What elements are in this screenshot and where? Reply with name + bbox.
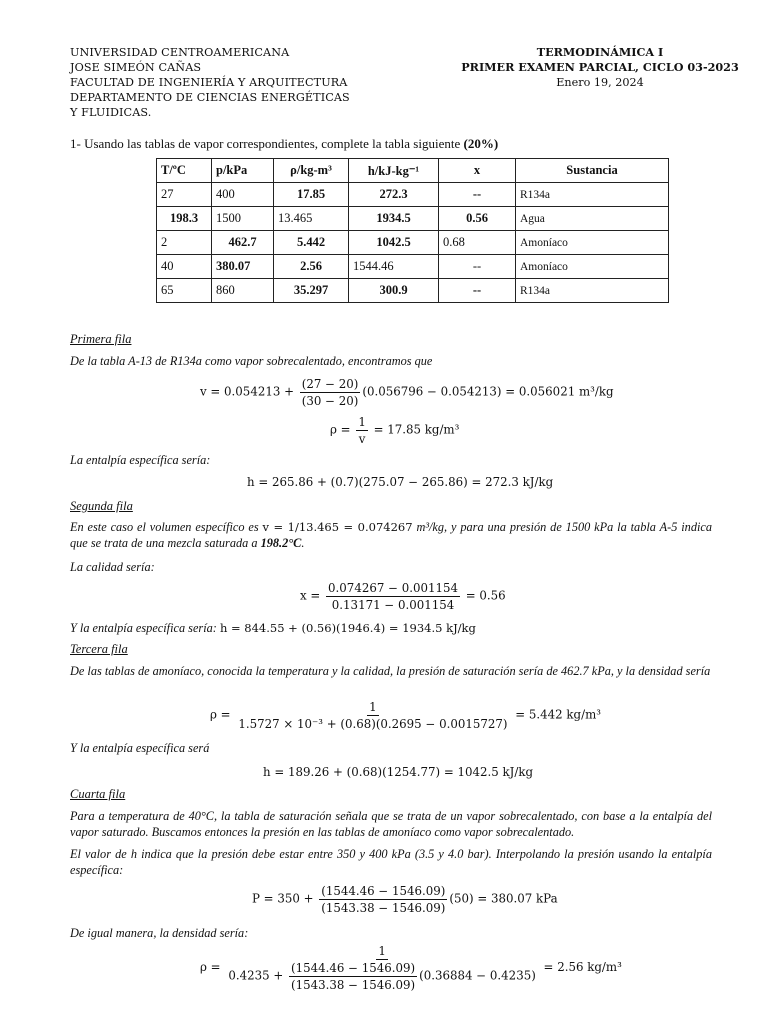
col-header-temperature: T/ºC	[157, 159, 212, 183]
paragraph-text: .	[301, 536, 305, 550]
exam-date: Enero 19, 2024	[556, 76, 644, 89]
col-header-quality: x	[439, 159, 516, 183]
equation-text: = 2.56 kg/m³	[539, 960, 622, 974]
col-header-pressure: p/kPa	[212, 159, 274, 183]
fraction	[319, 884, 447, 915]
exam-title: PRIMER EXAMEN PARCIAL, CICLO 03-2023	[461, 60, 739, 74]
paragraph-text: m³/kg, y para una presión de 1500 kPa la tabla A-5 indica que se trata de una mezcla saturada a	[70, 520, 712, 550]
table-cell: 198.3	[157, 207, 212, 231]
equation-text: (50) = 380.07 kPa	[449, 891, 558, 906]
paragraph-text: Y la entalpía específica sería:	[70, 621, 220, 635]
saturation-temperature: 198.2°C	[260, 536, 302, 550]
col-header-enthalpy: h/kJ-kg⁻¹	[349, 159, 439, 183]
table-row	[157, 255, 669, 279]
section-title-fourth-row: Cuarta fila	[70, 787, 126, 801]
fraction-denominator: (1543.38 − 1546.09)	[291, 978, 416, 992]
section-title-second-row: Segunda fila	[70, 499, 133, 513]
table-cell: 27	[157, 183, 212, 207]
fraction-denominator: 1.5727 × 10⁻³ + (0.68)(0.2695 − 0.0015727)	[238, 717, 508, 731]
table-cell: --	[439, 255, 516, 279]
table-cell: 0.56	[439, 207, 516, 231]
fraction-numerator: 0.074267 − 0.001154	[328, 581, 459, 595]
table-cell: R134a	[516, 279, 669, 303]
table-cell: 13.465	[274, 207, 349, 231]
table-cell: 1544.46	[349, 255, 439, 279]
table-cell: 400	[212, 183, 274, 207]
table-cell: Amoníaco	[516, 255, 669, 279]
fraction-denominator: v	[358, 432, 366, 446]
equation-text: = 17.85 kg/m³	[369, 422, 460, 437]
department-name-line2: Y FLUIDICAS.	[70, 106, 152, 119]
section-title-third-row: Tercera fila	[70, 642, 128, 656]
equation-specific-volume	[200, 377, 614, 408]
course-title: TERMODINÁMICA I	[536, 45, 664, 59]
equation-pressure-interpolation	[252, 884, 558, 915]
table-cell: R134a	[516, 183, 669, 207]
fraction	[356, 415, 368, 446]
table-cell: 65	[157, 279, 212, 303]
table-cell: 300.9	[349, 279, 439, 303]
table-cell: 1500	[212, 207, 274, 231]
table-cell: --	[439, 183, 516, 207]
equation-enthalpy-ammonia: h = 189.26 + (0.68)(1254.77) = 1042.5 kJ/kg	[263, 765, 534, 779]
equation-text: 0.4235 +	[228, 968, 287, 983]
equation-text: (0.056796 − 0.054213) = 0.056021 m³/kg	[362, 384, 614, 399]
table-cell: 860	[212, 279, 274, 303]
paragraph: El valor de h indica que la presión debe estar entre 350 y 400 kPa (3.5 y 4.0 bar). Interpolando la presión usando la entalpía específica:	[70, 847, 712, 877]
col-header-substance: Sustancia	[516, 159, 669, 183]
faculty-name: FACULTAD DE INGENIERÍA Y ARQUITECTURA	[70, 76, 348, 89]
exam-header	[440, 45, 760, 90]
equation-text: = 5.442 kg/m³	[511, 707, 601, 722]
table-cell: 272.3	[349, 183, 439, 207]
equation-text: = 0.56	[462, 588, 506, 603]
table-cell: 40	[157, 255, 212, 279]
table-cell: 5.442	[274, 231, 349, 255]
equation-text: ρ =	[210, 707, 235, 722]
table-cell: Agua	[516, 207, 669, 231]
paragraph: De las tablas de amoníaco, conocida la temperatura y la calidad, la presión de saturación sería de 462.7 kPa, y la densidad sería	[70, 664, 711, 678]
paragraph: De la tabla A-13 de R134a como vapor sobrecalentado, encontramos que	[70, 354, 433, 368]
paragraph: La calidad sería:	[70, 560, 155, 574]
fraction	[236, 700, 509, 731]
section-title-first-row: Primera fila	[70, 332, 132, 346]
fraction-denominator: 0.13171 − 0.001154	[331, 598, 455, 612]
fraction-numerator: (1544.46 − 1546.09)	[291, 961, 416, 975]
question-weight: (20%)	[463, 136, 499, 151]
table-cell: 462.7	[212, 231, 274, 255]
paragraph: La entalpía específica sería:	[70, 453, 211, 467]
table-cell: 35.297	[274, 279, 349, 303]
table-cell: 1934.5	[349, 207, 439, 231]
table-row	[157, 207, 669, 231]
equation-text: P = 350 +	[252, 891, 318, 906]
paragraph: Para a temperatura de 40°C, la tabla de saturación señala que se trata de un vapor sobrecalentado, con base a la entalpía del vapor saturado. Buscamos entonces la presión en las tablas de amoníaco como vapor sobrecalentado.	[70, 809, 712, 839]
paragraph: Y la entalpía específica será	[70, 741, 210, 755]
fraction-numerator: 1	[378, 944, 386, 958]
fraction	[326, 581, 460, 612]
inline-equation: h = 844.55 + (0.56)(1946.4) = 1934.5 kJ/kg	[219, 621, 476, 635]
fraction-numerator: (1544.46 − 1546.09)	[321, 884, 446, 898]
institution-header	[70, 45, 350, 120]
fraction-denominator: (30 − 20)	[301, 394, 359, 408]
table-cell: 1042.5	[349, 231, 439, 255]
inline-equation: v = 1/13.465 = 0.074267	[262, 520, 413, 534]
table-row	[157, 231, 669, 255]
table-cell: 0.68	[439, 231, 516, 255]
fraction-denominator: (1543.38 − 1546.09)	[321, 901, 446, 915]
equation-density	[330, 415, 459, 446]
fraction	[300, 377, 361, 408]
table-cell: 2.56	[274, 255, 349, 279]
equation-enthalpy: h = 265.86 + (0.7)(275.07 − 265.86) = 272.3 kJ/kg	[247, 475, 554, 489]
fraction-numerator: 1	[358, 415, 366, 429]
table-cell: 2	[157, 231, 212, 255]
table-cell: Amoníaco	[516, 231, 669, 255]
properties-table	[156, 158, 669, 303]
equation-density-ammonia	[210, 700, 601, 731]
table-row	[157, 183, 669, 207]
table-cell: 380.07	[212, 255, 274, 279]
equation-text: ρ =	[200, 960, 225, 974]
university-name: UNIVERSIDAD CENTROAMERICANA	[70, 46, 290, 59]
department-name: DEPARTAMENTO DE CIENCIAS ENERGÉTICAS	[70, 91, 350, 104]
paragraph	[70, 519, 712, 551]
equation-text: ρ =	[330, 422, 355, 437]
table-cell: --	[439, 279, 516, 303]
col-header-density: ρ/kg-m³	[274, 159, 349, 183]
equation-text: x =	[300, 588, 325, 603]
table-cell: 17.85	[274, 183, 349, 207]
nested-fraction	[289, 961, 417, 992]
paragraph-text: En este caso el volumen específico es	[70, 520, 263, 534]
table-header-row	[157, 159, 669, 183]
fraction-numerator: (27 − 20)	[301, 377, 359, 391]
fraction-denominator	[226, 960, 537, 992]
question-text: 1- Usando las tablas de vapor correspondientes, complete la tabla siguiente	[70, 136, 464, 151]
equation-text: v = 0.054213 +	[200, 384, 298, 399]
paragraph: De igual manera, la densidad sería:	[70, 926, 249, 940]
equation-text: (0.36884 − 0.4235)	[419, 968, 536, 983]
fraction-numerator: 1	[369, 700, 377, 714]
question-1	[70, 136, 498, 152]
equation-density-interpolation	[200, 944, 622, 992]
university-name-line2: JOSE SIMEÓN CAÑAS	[70, 61, 202, 74]
fraction	[226, 944, 537, 992]
equation-quality	[300, 581, 506, 612]
table-row	[157, 279, 669, 303]
paragraph	[70, 620, 712, 636]
